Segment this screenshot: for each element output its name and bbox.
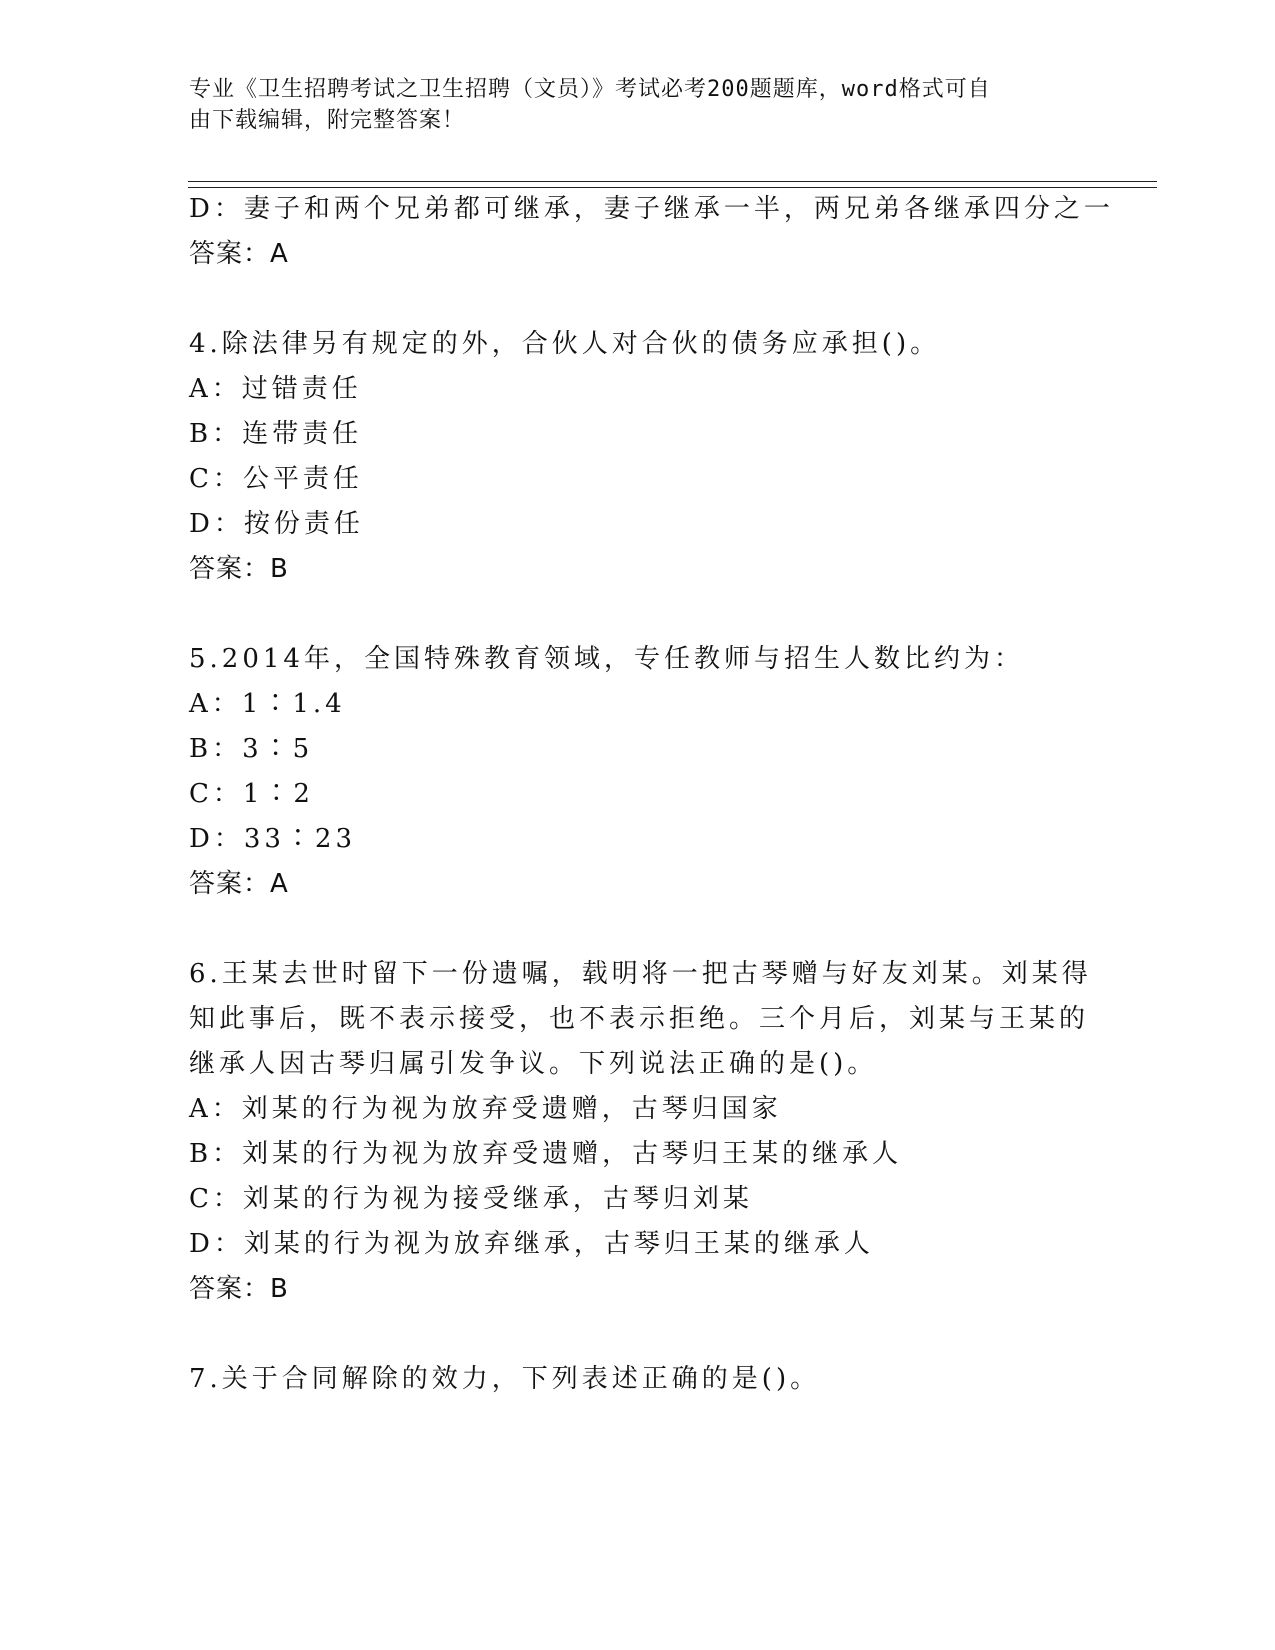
q6-option-d: D：刘某的行为视为放弃继承，古琴归王某的继承人 xyxy=(189,1229,874,1259)
q6-stem-line-2: 知此事后，既不表示接受，也不表示拒绝。三个月后，刘某与王某的 xyxy=(189,1004,1090,1034)
q6-option-c: C：刘某的行为视为接受继承，古琴归刘某 xyxy=(189,1184,753,1214)
q5-stem: 5.2014年，全国特殊教育领域，专任教师与招生人数比约为： xyxy=(189,644,1024,674)
q6-stem-line-3: 继承人因古琴归属引发争议。下列说法正确的是()。 xyxy=(189,1049,878,1079)
q7-stem: 7.关于合同解除的效力，下列表述正确的是()。 xyxy=(189,1364,821,1394)
q4-option-b: B：连带责任 xyxy=(189,419,363,449)
q4-option-c: C：公平责任 xyxy=(189,464,363,494)
header-line-1: 专业《卫生招聘考试之卫生招聘（文员）》考试必考200题题库，word格式可自 xyxy=(189,77,991,102)
q6-stem-line-1: 6.王某去世时留下一份遗嘱，载明将一把古琴赠与好友刘某。刘某得 xyxy=(189,959,1092,989)
q6-option-b: B：刘某的行为视为放弃受遗赠，古琴归王某的继承人 xyxy=(189,1139,903,1169)
header-line-2: 由下载编辑，附完整答案！ xyxy=(189,108,466,133)
q5-option-b: B：3∶5 xyxy=(189,734,314,764)
q3-option-d: D：妻子和两个兄弟都可继承，妻子继承一半，两兄弟各继承四分之一 xyxy=(189,194,1114,224)
q3-answer: 答案：A xyxy=(189,239,289,269)
q4-option-d: D：按份责任 xyxy=(189,509,364,539)
q6-option-a: A：刘某的行为视为放弃受遗赠，古琴归国家 xyxy=(189,1094,782,1124)
q5-option-c: C：1∶2 xyxy=(189,779,314,809)
q5-answer: 答案：A xyxy=(189,869,289,899)
q5-option-a: A：1∶1.4 xyxy=(189,689,346,719)
q4-answer: 答案：B xyxy=(189,554,289,584)
q5-option-d: D：33∶23 xyxy=(189,824,357,854)
q4-stem: 4.除法律另有规定的外，合伙人对合伙的债务应承担()。 xyxy=(189,329,941,359)
header-divider-top xyxy=(188,181,1157,182)
document-header xyxy=(189,74,1069,136)
q6-answer: 答案：B xyxy=(189,1274,289,1304)
q4-option-a: A：过错责任 xyxy=(189,374,362,404)
